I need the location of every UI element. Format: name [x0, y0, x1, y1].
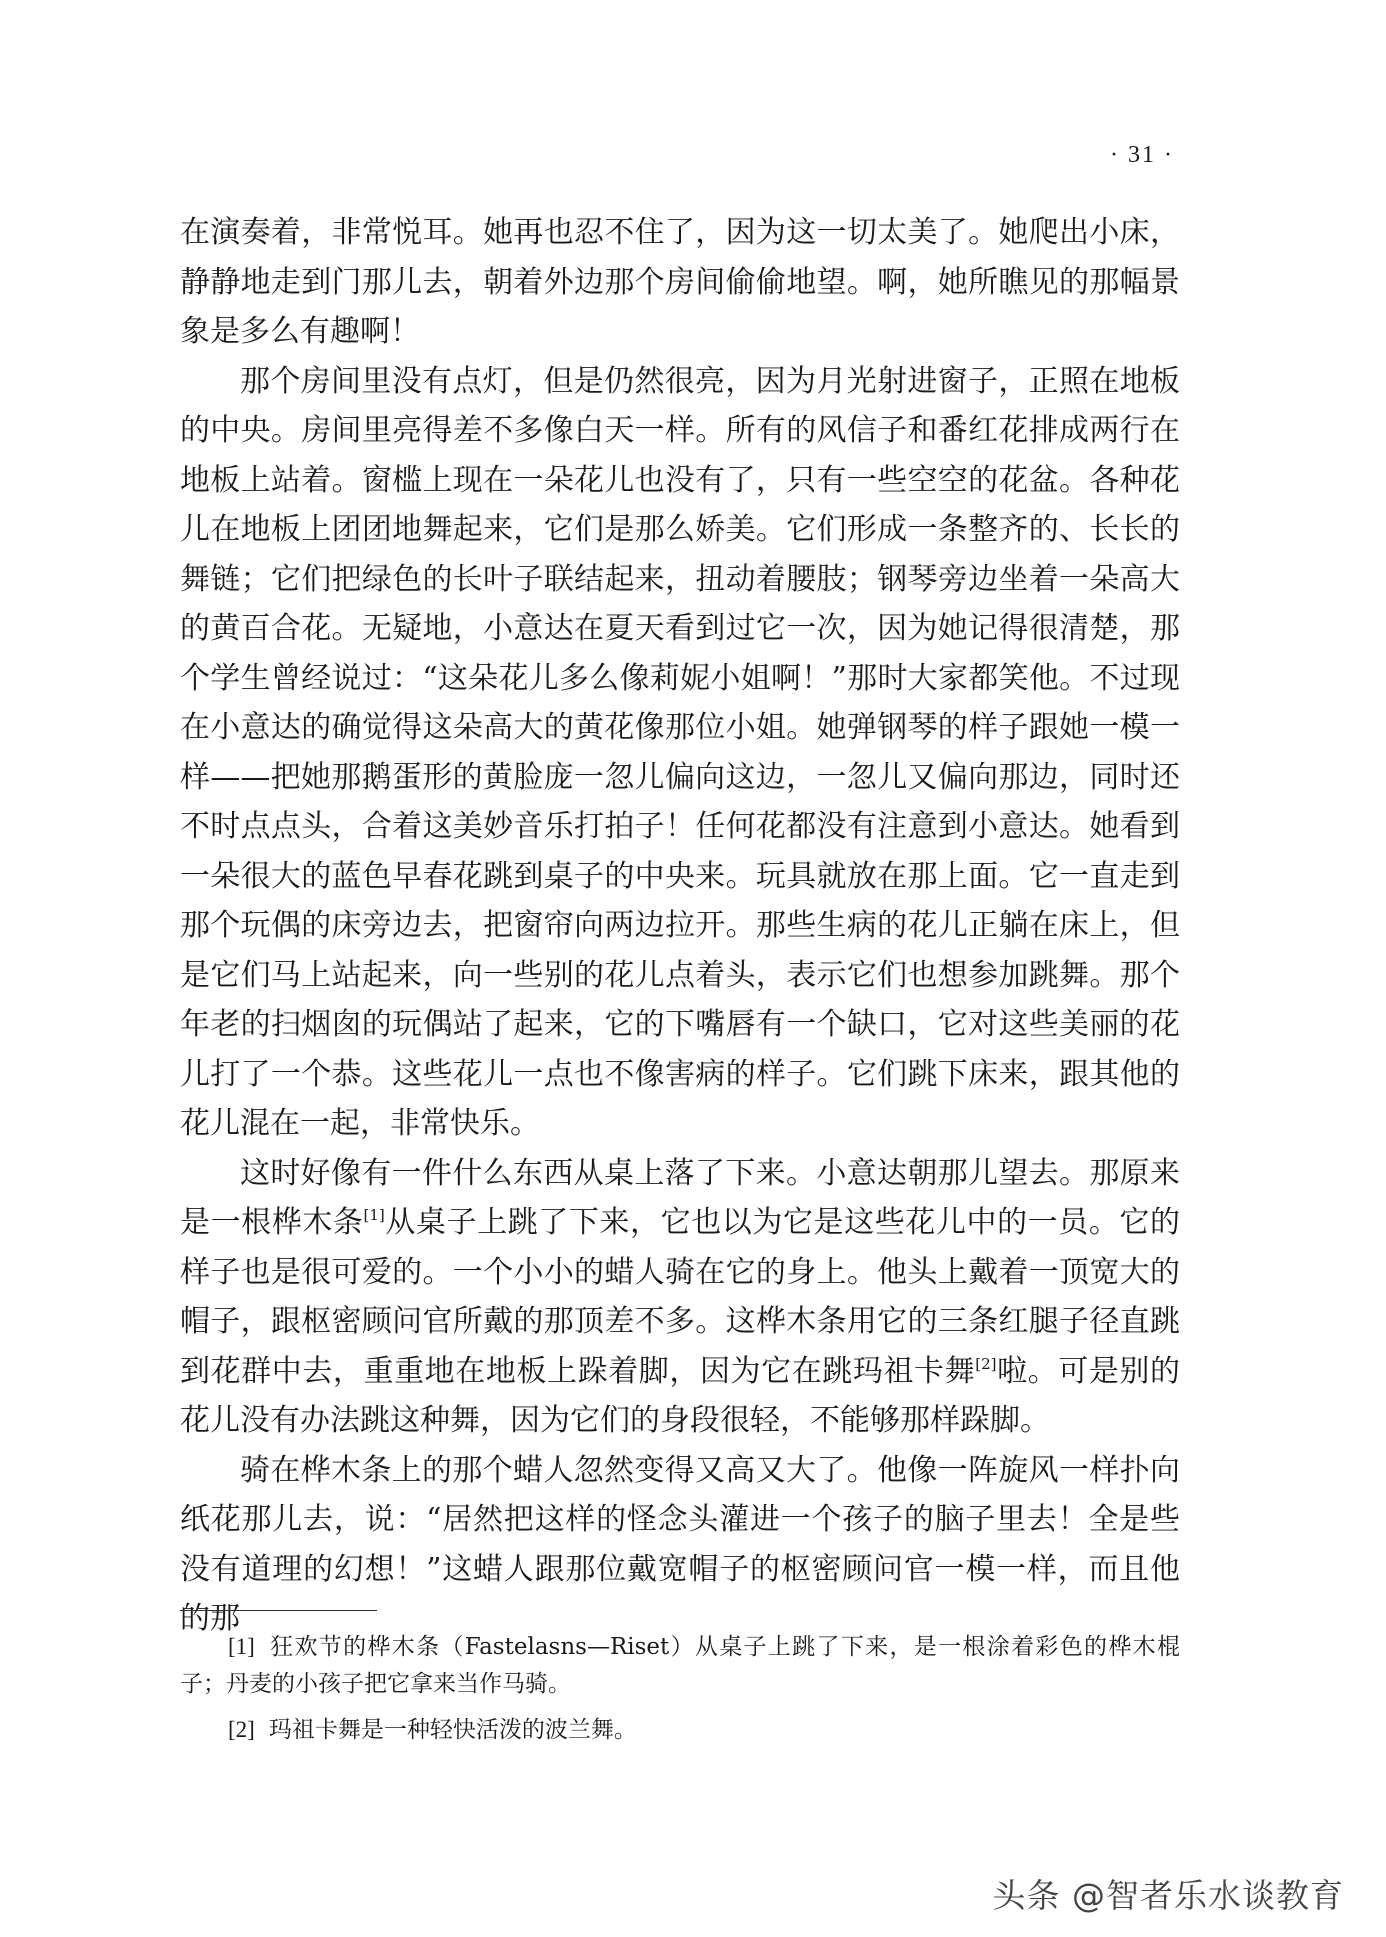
watermark: 头条 @智者乐水谈教育 [992, 1876, 1344, 1915]
footnote-2 [180, 1711, 1180, 1749]
footnote-ref-2[interactable]: [2] [975, 1354, 997, 1373]
footnote-divider [180, 1610, 377, 1611]
footnote-text-1: 狂欢节的桦木条（Fastelasns—Riset）从桌子上跳了下来，是一根涂着彩色的桦木棍子；丹麦的小孩子把它拿来当作马骑。 [180, 1634, 1180, 1697]
footnote-ref-1[interactable]: [1] [363, 1206, 385, 1224]
footnote-text-2: 玛祖卡舞是一种轻快活泼的波兰舞。 [268, 1717, 637, 1743]
paragraph-1: 在演奏着，非常悦耳。她再也忍不住了，因为这一切太美了。她爬出小床，静静地走到门那儿去，朝着外边那个房间偷偷地望。啊，她所瞧见的那幅景象是多么有趣啊！ [180, 215, 1180, 349]
paragraph-2: 那个房间里没有点灯，但是仍然很亮，因为月光射进窗子，正照在地板的中央。房间里亮得差不多像白天一样。所有的风信子和番红花排成两行在地板上站着。窗槛上现在一朵花儿也没有了，只有一些空空的花盆。各种花儿在地板上团团地舞起来，它们是那么娇美。它们形成一条整齐的、长长的舞链；它们把绿色的长叶子联结起来，扭动着腰肢；钢琴旁边坐着一朵高大的黄百合花。无疑地，小意达在夏天看到过它一次，因为她记得很清楚，那个学生曾经说过：“这朵花儿多么像莉妮小姐啊！”那时大家都笑他。不过现在小意达的确觉得这朵高大的黄花像那位小姐。她弹钢琴的样子跟她一模一样——把她那鹅蛋形的黄脸庞一忽儿偏向这边，一忽儿又偏向那边，同时还不时点点头，合着这美妙音乐打拍子！任何花都没有注意到小意达。她看到一朵很大的蓝色早春花跳到桌子的中央来。玩具就放在那上面。它一直走到那个玩偶的床旁边去，把窗帘向两边拉开。那些生病的花儿正躺在床上，但是它们马上站起来，向一些别的花儿点着头，表示它们也想参加跳舞。那个年老的扫烟囱的玩偶站了起来，它的下嘴唇有一个缺口，它对这些美丽的花儿打了一个恭。这些花儿一点也不像害病的样子。它们跳下床来，跟其他的花儿混在一起，非常快乐。 [180, 363, 1180, 1141]
footnote-1 [180, 1628, 1180, 1703]
paragraph-4: 骑在桦木条上的那个蜡人忽然变得又高又大了。他像一阵旋风一样扑向纸花那儿去，说：“居然把这样的怪念头灌进一个孩子的脑子里去！全是些没有道理的幻想！”这蜡人跟那位戴宽帽子的枢密顾问官一模一样，而且他的那 [180, 1452, 1180, 1636]
paragraph-3-part-2: 从桌子上跳了下来，它也以为它是这些花儿中的一员。它的样子也是很可爱的。一个小小的蜡人骑在它的身上。他头上戴着一顶宽大的帽子，跟枢密顾问官所戴的那顶差不多。这桦木条用它的三条红腿子径直跳到花群中去，重重地在地板上跺着脚，因为它在跳玛祖卡舞 [180, 1205, 1180, 1389]
footnote-mark-2: [2] [228, 1717, 255, 1742]
paragraph-3 [180, 1149, 1180, 1446]
page-number: · 31 · [1110, 142, 1174, 168]
paragraph-3-part-3: 啦。可是别的花儿没有办法跳这种舞，因为它们的身段很轻，不能够那样跺脚。 [180, 1353, 1180, 1438]
paragraph-3-part-1: 这时好像有一件什么东西从桌上落了下来。小意达朝那儿望去。那原来是一根桦木条 [180, 1155, 1180, 1240]
footnote-mark-1: [1] [228, 1634, 255, 1659]
body-text [180, 208, 1180, 1644]
footnotes [180, 1628, 1180, 1757]
